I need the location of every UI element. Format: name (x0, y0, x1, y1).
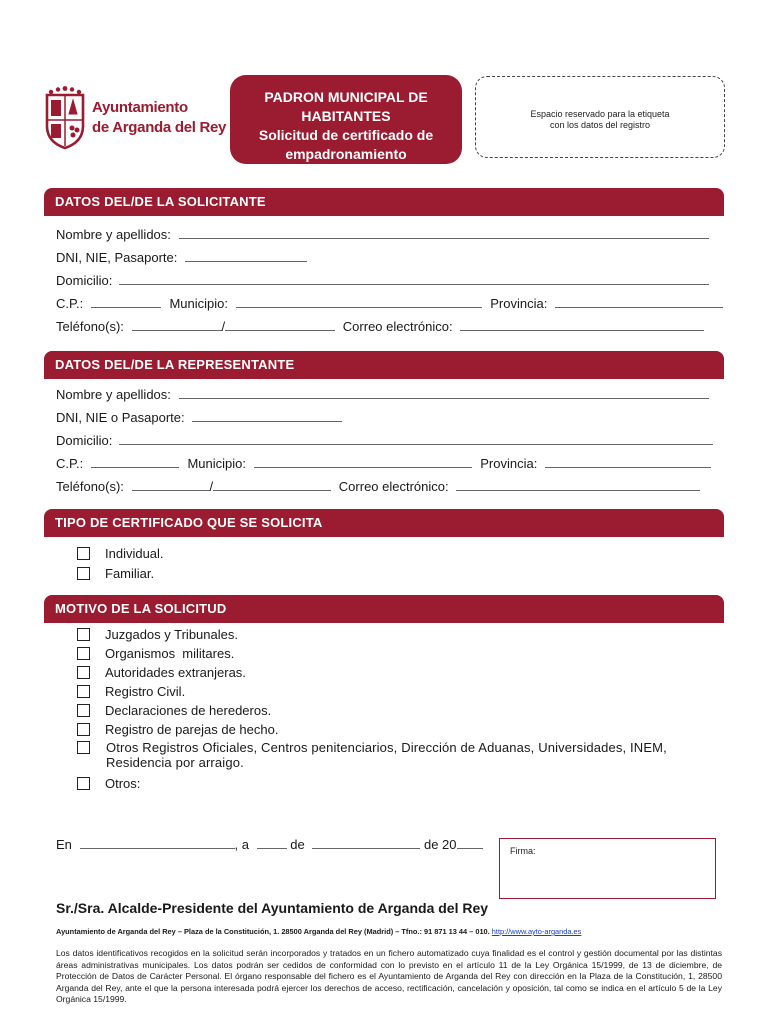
reason-option-label: Registro de parejas de hecho. (105, 722, 279, 737)
privacy-notice: Los datos identificativos recogidos en la solicitud serán incorporados y tratados en un fichero automatizado cuya finalidad es el control y gestión documental por las distintas áreas administrativas municipales. Los datos podrán ser cedidos de conformidad con lo previsto en el artículo 11 de la Ley Orgánica 15/1999, de 13 de diciembre, de Protección de Datos de Carácter Personal. El órgano responsable del fichero es el Ayuntamiento de Arganda del Rey con dirección en la Plaza de la Constitución, 1, 28500 Arganda del Rey, ante el que la persona interesada podrá ejercer los derechos de acceso, rectificación, cancelación y oposición, tal como se indica en el artículo 5 de la Ley Orgánica 15/1999. (56, 948, 722, 1004)
checkbox-icon[interactable] (77, 777, 90, 790)
reason-option-label: Organismos militares. (105, 646, 235, 661)
certificate-option-label: Individual. (105, 546, 164, 561)
certificate-option-individual[interactable] (77, 545, 164, 563)
applicant-municipio-field[interactable] (236, 295, 482, 308)
applicant-phone-separator: / (221, 319, 226, 334)
footer-address-text: Ayuntamiento de Arganda del Rey – Plaza de la Constitución, 1. 28500 Arganda del Rey (Madrid) – Tfno.: 91 871 13 44 – 010. (56, 927, 490, 936)
representative-cp-label: C.P.: (56, 456, 84, 471)
applicant-name-field[interactable] (179, 226, 709, 239)
reason-option-parejas[interactable] (77, 721, 278, 739)
applicant-phone-field-1[interactable] (132, 318, 222, 331)
checkbox-icon[interactable] (77, 704, 90, 717)
reason-option-label: Juzgados y Tribunales. (105, 627, 238, 642)
checkbox-icon[interactable] (77, 647, 90, 660)
reason-option-otros-registros[interactable] (77, 740, 726, 772)
date-place-row (56, 836, 483, 854)
applicant-name-row (56, 226, 709, 244)
signature-label: Firma: (510, 846, 536, 856)
representative-id-row (56, 409, 342, 427)
reason-option-label: Autoridades extranjeras. (105, 665, 246, 680)
representative-phone-separator: / (209, 479, 214, 494)
representative-id-label: DNI, NIE o Pasaporte: (56, 410, 185, 425)
reason-option-juzgados[interactable] (77, 626, 238, 644)
representative-provincia-field[interactable] (545, 455, 711, 468)
title-line-4: empadronamiento (285, 146, 407, 162)
reserved-line-1: Espacio reservado para la etiqueta (530, 109, 670, 119)
representative-phone-field-1[interactable] (132, 478, 210, 491)
applicant-provincia-field[interactable] (555, 295, 723, 308)
applicant-email-label: Correo electrónico: (342, 319, 453, 334)
checkbox-icon[interactable] (77, 567, 90, 580)
applicant-phone-field-2[interactable] (225, 318, 335, 331)
certificate-option-label: Familiar. (105, 566, 155, 581)
applicant-id-label: DNI, NIE, Pasaporte: (56, 250, 178, 265)
checkbox-icon[interactable] (77, 723, 90, 736)
applicant-phone-label: Teléfono(s): (56, 319, 124, 334)
representative-email-label: Correo electrónico: (338, 479, 449, 494)
reason-section-header: MOTIVO DE LA SOLICITUD (44, 595, 724, 623)
day-field[interactable] (257, 836, 287, 849)
title-line-3: Solicitud de certificado de (258, 127, 434, 143)
checkbox-icon[interactable] (77, 685, 90, 698)
date-de-label: de (290, 837, 305, 852)
representative-phone-label: Teléfono(s): (56, 479, 124, 494)
representative-phone-field-2[interactable] (213, 478, 331, 491)
checkbox-icon[interactable] (77, 628, 90, 641)
applicant-contact-row (56, 318, 704, 336)
logo (42, 86, 232, 152)
addressee: Sr./Sra. Alcalde-Presidente del Ayuntamiento de Arganda del Rey (56, 900, 489, 916)
title-line-2: HABITANTES (301, 108, 391, 124)
applicant-id-row (56, 249, 307, 267)
coat-of-arms-icon (42, 86, 88, 150)
checkbox-icon[interactable] (77, 741, 90, 754)
representative-cp-field[interactable] (91, 455, 179, 468)
year-field[interactable] (457, 836, 483, 849)
reason-option-extranjeras[interactable] (77, 664, 246, 682)
representative-id-field[interactable] (192, 409, 342, 422)
representative-location-row (56, 455, 711, 473)
month-field[interactable] (312, 836, 420, 849)
representative-name-row (56, 386, 709, 404)
applicant-address-field[interactable] (119, 272, 709, 285)
reason-option-otros[interactable] (77, 775, 140, 793)
applicant-provincia-label: Provincia: (490, 296, 548, 311)
representative-email-field[interactable] (456, 478, 700, 491)
logo-line-2: de Arganda del Rey (92, 119, 227, 136)
date-a-label: , a (234, 837, 249, 852)
applicant-cp-label: C.P.: (56, 296, 84, 311)
representative-contact-row (56, 478, 700, 496)
applicant-cp-field[interactable] (91, 295, 161, 308)
reason-option-label: Registro Civil. (105, 684, 186, 699)
representative-municipio-label: Municipio: (187, 456, 246, 471)
checkbox-icon[interactable] (77, 666, 90, 679)
checkbox-icon[interactable] (77, 547, 90, 560)
representative-name-field[interactable] (179, 386, 709, 399)
applicant-section-header: DATOS DEL/DE LA SOLICITANTE (44, 188, 724, 216)
applicant-email-field[interactable] (460, 318, 704, 331)
date-en-label: En (56, 837, 72, 852)
applicant-location-row (56, 295, 723, 313)
reason-option-militares[interactable] (77, 645, 234, 663)
representative-municipio-field[interactable] (254, 455, 472, 468)
reserved-line-2: con los datos del registro (549, 120, 651, 130)
title-line-1: PADRON MUNICIPAL DE (264, 89, 428, 105)
certificate-type-section-header: TIPO DE CERTIFICADO QUE SE SOLICITA (44, 509, 724, 537)
footer-website-link[interactable]: http://www.ayto-arganda.es (491, 927, 582, 936)
representative-section-header: DATOS DEL/DE LA REPRESENTANTE (44, 351, 724, 379)
reason-option-registro-civil[interactable] (77, 683, 185, 701)
reason-option-label: Declaraciones de herederos. (105, 703, 272, 718)
applicant-address-row (56, 272, 709, 290)
representative-address-row (56, 432, 713, 450)
place-field[interactable] (80, 836, 235, 849)
representative-address-label: Domicilio: (56, 433, 113, 448)
applicant-id-field[interactable] (185, 249, 307, 262)
registry-label-area (475, 76, 725, 158)
applicant-municipio-label: Municipio: (169, 296, 228, 311)
reason-option-label: Otros: (105, 776, 141, 791)
representative-address-field[interactable] (119, 432, 713, 445)
representative-name-label: Nombre y apellidos: (56, 387, 171, 402)
form-title (230, 75, 462, 164)
logo-line-1: Ayuntamiento (92, 99, 188, 116)
applicant-name-label: Nombre y apellidos: (56, 227, 171, 242)
certificate-option-familiar[interactable] (77, 565, 154, 583)
reason-option-label: Otros Registros Oficiales, Centros penitenciarios, Dirección de Aduanas, Universidades, INEM, Residencia por arraigo. (106, 740, 667, 770)
applicant-address-label: Domicilio: (56, 273, 113, 288)
reason-option-herederos[interactable] (77, 702, 271, 720)
date-year-label: de 20 (423, 837, 457, 852)
representative-provincia-label: Provincia: (480, 456, 538, 471)
footer-address (56, 927, 581, 936)
